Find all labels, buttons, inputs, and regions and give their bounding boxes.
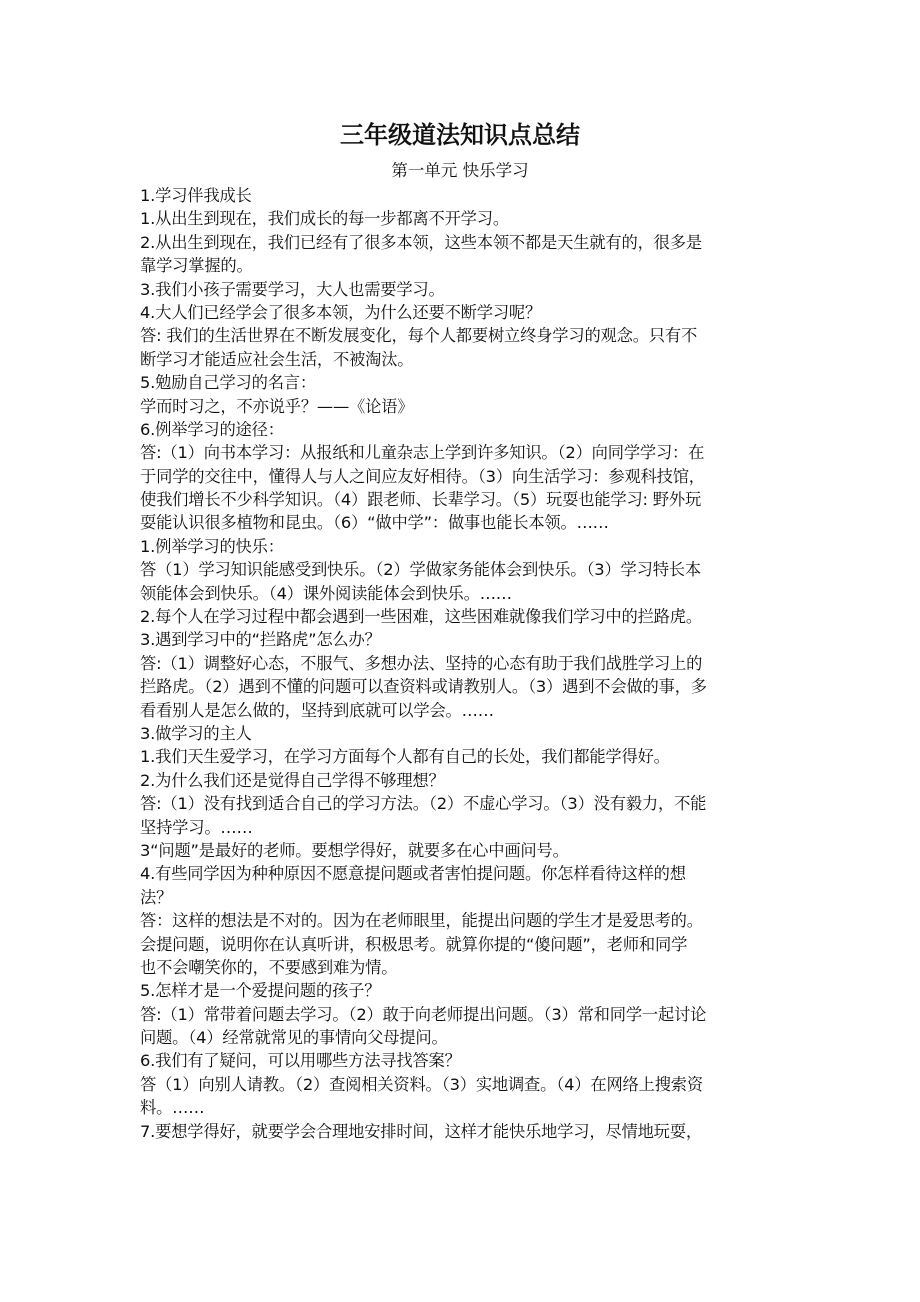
text-line: 靠学习掌握的。: [140, 256, 253, 276]
text-line: 答: 我们的生活世界在不断发展变化，每个人都要树立终身学习的观念。只有不: [140, 326, 698, 346]
text-line: 于同学的交往中，懂得人与人之间应友好相待。（3）向生活学习：参观科技馆，: [140, 466, 705, 486]
text-line: 坚持学习。……: [140, 817, 253, 837]
text-line: 会提问题，说明你在认真听讲，积极思考。就算你提的“傻问题”，老师和同学: [140, 934, 688, 954]
text-line: 4.大人们已经学会了很多本领，为什么还要不断学习呢？: [140, 302, 542, 322]
text-line: 答（1）向别人请教。（2）查阅相关资料。（3）实地调查。（4）在网络上搜索资: [140, 1074, 703, 1094]
text-line: 答:（1）常带着问题去学习。（2）敢于向老师提出问题。（3）常和同学一起讨论: [140, 1004, 707, 1024]
text-line: 问题。（4）经常就常见的事情向父母提问。: [140, 1028, 448, 1048]
text-line: 也不会嘲笑你的，不要感到难为情。: [140, 957, 398, 977]
text-line: 1.例举学习的快乐：: [140, 536, 284, 556]
text-line: 拦路虎。（2）遇到不懂的问题可以查资料或请教别人。（3）遇到不会做的事，多: [140, 677, 707, 697]
text-line: 1.我们天生爱学习，在学习方面每个人都有自己的长处，我们都能学得好。: [140, 747, 670, 767]
document-title: 三年级道法知识点总结: [340, 120, 580, 149]
text-line: 看看别人是怎么做的，坚持到底就可以学会。……: [140, 700, 494, 720]
text-line: 答:（1）调整好心态，不服气、多想办法、坚持的心态有助于我们战胜学习上的: [140, 653, 703, 673]
text-line: 答:（1）向书本学习：从报纸和儿童杂志上学到许多知识。（2）向同学学习：在: [140, 443, 705, 463]
text-line: 断学习才能适应社会生活，不被淘汰。: [140, 349, 414, 369]
text-line: 6.例举学习的途径：: [140, 419, 284, 439]
text-line: 5.勉励自己学习的名言：: [140, 373, 316, 393]
text-line: 7.要想学得好，就要学会合理地安排时间，这样才能快乐地学习，尽情地玩耍，: [140, 1121, 702, 1141]
unit-heading: 第一单元 快乐学习: [391, 161, 529, 180]
document-body: [140, 184, 788, 1143]
text-line: 3“问题”是最好的老师。要想学得好，就要多在心中画问号。: [140, 840, 569, 860]
text-line: 2.从出生到现在，我们已经有了很多本领，这些本领不都是天生就有的，很多是: [140, 232, 702, 252]
text-line: 学而时习之，不亦说乎？——《论语》: [140, 396, 414, 416]
text-line: 耍能认识很多植物和昆虫。（6）“做中学”：做事也能长本领。……: [140, 513, 609, 533]
text-line: 2.每个人在学习过程中都会遇到一些困难，这些困难就像我们学习中的拦路虎。: [140, 607, 702, 627]
text-line: 5.怎样才是一个爱提问题的孩子？: [140, 981, 381, 1001]
text-line: 3.做学习的主人: [140, 723, 252, 743]
text-line: 领能体会到快乐。（4）课外阅读能体会到快乐。……: [140, 583, 512, 603]
text-line: 答（1）学习知识能感受到快乐。（2）学做家务能体会到快乐。（3）学习特长本: [140, 560, 701, 580]
text-line: 6.我们有了疑问，可以用哪些方法寻找答案？: [140, 1051, 461, 1071]
text-line: 2.为什么我们还是觉得自己学得不够理想？: [140, 770, 445, 790]
text-line: 料。……: [140, 1098, 205, 1118]
text-line: 法？: [140, 887, 173, 907]
text-line: 4.有些同学因为种种原因不愿意提问题或者害怕提问题。你怎样看待这样的想: [140, 864, 686, 884]
text-line: 答：这样的想法是不对的。因为在老师眼里，能提出问题的学生才是爱思考的。: [140, 911, 703, 931]
text-line: 1.从出生到现在，我们成长的每一步都离不开学习。: [140, 209, 509, 229]
text-line: 使我们增长不少科学知识。（4）跟老师、长辈学习。（5）玩耍也能学习: 野外玩: [140, 490, 702, 510]
text-line: 1.学习伴我成长: [140, 186, 252, 205]
text-line: 3.遇到学习中的“拦路虎”怎么办？: [140, 630, 381, 650]
text-line: 3.我们小孩子需要学习，大人也需要学习。: [140, 279, 445, 299]
text-line: 答:（1）没有找到适合自己的学习方法。（2）不虚心学习。（3）没有毅力，不能: [140, 794, 707, 814]
